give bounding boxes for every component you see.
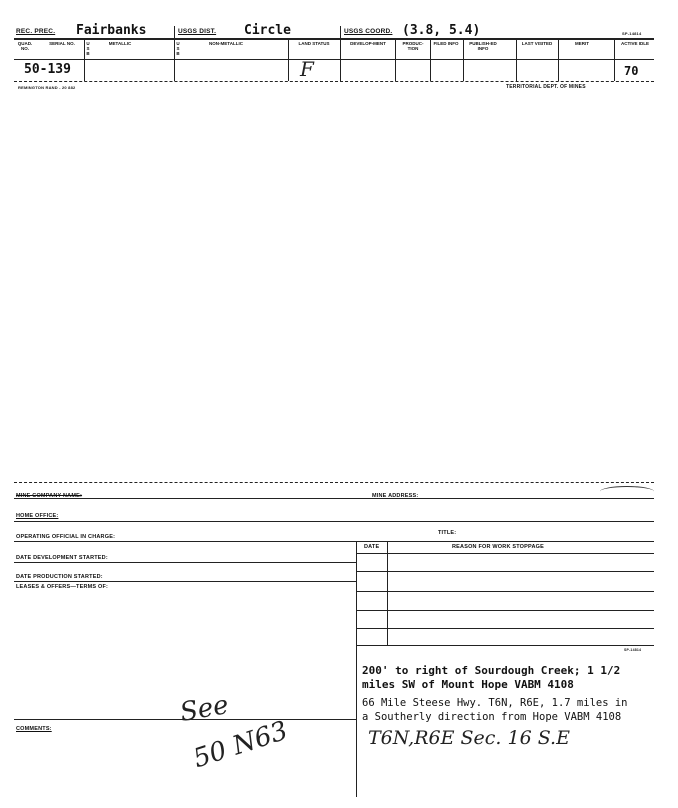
usb-col-1: U S B bbox=[86, 41, 90, 56]
territorial-footer: TERRITORIAL DEPT. OF MINES bbox=[506, 84, 586, 90]
comments-label: COMMENTS: bbox=[16, 726, 52, 732]
operating-official-label: OPERATING OFFICIAL IN CHARGE: bbox=[16, 534, 116, 540]
quad-no-col: QUAD. NO. bbox=[17, 41, 33, 51]
form-line bbox=[14, 541, 654, 542]
divider bbox=[516, 39, 517, 81]
table-left bbox=[356, 541, 357, 797]
table-line bbox=[356, 645, 654, 646]
table-line bbox=[356, 591, 654, 592]
table-line bbox=[356, 553, 654, 554]
land-status-value: F bbox=[300, 57, 314, 81]
title-label: TITLE: bbox=[438, 530, 457, 536]
usgs-coord-value: (3.8, 5.4) bbox=[402, 23, 481, 38]
table-line bbox=[356, 610, 654, 611]
home-office-label: HOME OFFICE: bbox=[16, 513, 59, 519]
table-line bbox=[356, 628, 654, 629]
handwritten-see: See bbox=[177, 690, 231, 728]
row-bottom bbox=[14, 81, 654, 82]
table-divider bbox=[387, 541, 388, 645]
form-line bbox=[14, 581, 356, 582]
mine-company-label: MINE COMPANY NAME: bbox=[16, 493, 83, 499]
usgs-dist-value: Circle bbox=[244, 23, 291, 38]
note-line-2: miles SW of Mount Hope VABM 4108 bbox=[362, 678, 574, 691]
form-line bbox=[14, 562, 356, 563]
form-line bbox=[14, 521, 654, 522]
last-visited-col: LAST VISITED bbox=[521, 41, 553, 46]
handwritten-reference: 50 N63 bbox=[189, 715, 292, 775]
usgs-dist-label: USGS DIST. bbox=[178, 28, 217, 35]
land-status-col: LAND STATUS bbox=[298, 41, 330, 46]
reason-col-label: REASON FOR WORK STOPPAGE bbox=[452, 544, 544, 550]
divider bbox=[288, 39, 289, 81]
mine-address-label: MINE ADDRESS: bbox=[372, 493, 419, 499]
leases-label: LEASES & OFFERS—TERMS OF: bbox=[16, 584, 109, 590]
divider bbox=[174, 26, 175, 39]
usb-col-2: U S B bbox=[176, 41, 180, 56]
note-line-4: a Southerly direction from Hope VABM 4108 bbox=[362, 711, 622, 723]
non-metallic-col: NON-METALLIC bbox=[209, 41, 243, 46]
divider bbox=[395, 39, 396, 81]
bottom-form-number: SP-14814 bbox=[624, 648, 642, 652]
divider bbox=[614, 39, 615, 81]
merit-col: MERIT bbox=[575, 41, 589, 46]
active-idle-value: 70 bbox=[624, 64, 639, 78]
divider bbox=[430, 39, 431, 81]
usgs-coord-label: USGS COORD. bbox=[344, 28, 393, 35]
divider bbox=[340, 39, 341, 81]
filed-info-col: FILED INFO bbox=[433, 41, 459, 46]
development-col: DEVELOP-MENT bbox=[350, 41, 386, 46]
note-line-3: 66 Mile Steese Hwy. T6N, R6E, 1.7 miles in bbox=[362, 697, 628, 709]
stray-mark bbox=[600, 486, 654, 497]
active-idle-col: ACTIVE IDLE bbox=[620, 41, 649, 46]
handwritten-location: T6N,R6E Sec. 16 S.E bbox=[368, 727, 570, 749]
date-col-label: DATE bbox=[364, 544, 380, 550]
production-col: PRODUC-TION bbox=[402, 41, 424, 51]
table-line bbox=[356, 571, 654, 572]
rec-prec-value: Fairbanks bbox=[76, 23, 147, 38]
published-info-col: PUBLISH-ED INFO bbox=[469, 41, 497, 51]
rec-prec-label: REC. PREC. bbox=[16, 28, 56, 35]
divider bbox=[340, 26, 341, 39]
form-top-dashed bbox=[14, 482, 654, 483]
date-development-label: DATE DEVELOPMENT STARTED: bbox=[16, 555, 108, 561]
form-line bbox=[14, 498, 654, 499]
serial-no-col: SERIAL NO. bbox=[49, 41, 75, 46]
row-divider bbox=[14, 59, 654, 60]
divider bbox=[463, 39, 464, 81]
divider bbox=[558, 39, 559, 81]
metallic-col: METALLIC bbox=[108, 41, 132, 46]
note-line-1: 200' to right of Sourdough Creek; 1 1/2 bbox=[362, 664, 621, 677]
date-production-label: DATE PRODUCTION STARTED: bbox=[16, 574, 103, 580]
remington-footer: REMINGTON RAND - 20 882 bbox=[18, 85, 76, 90]
form-number: SP-14814 bbox=[622, 31, 642, 36]
quad-serial-value: 50-139 bbox=[24, 62, 71, 77]
